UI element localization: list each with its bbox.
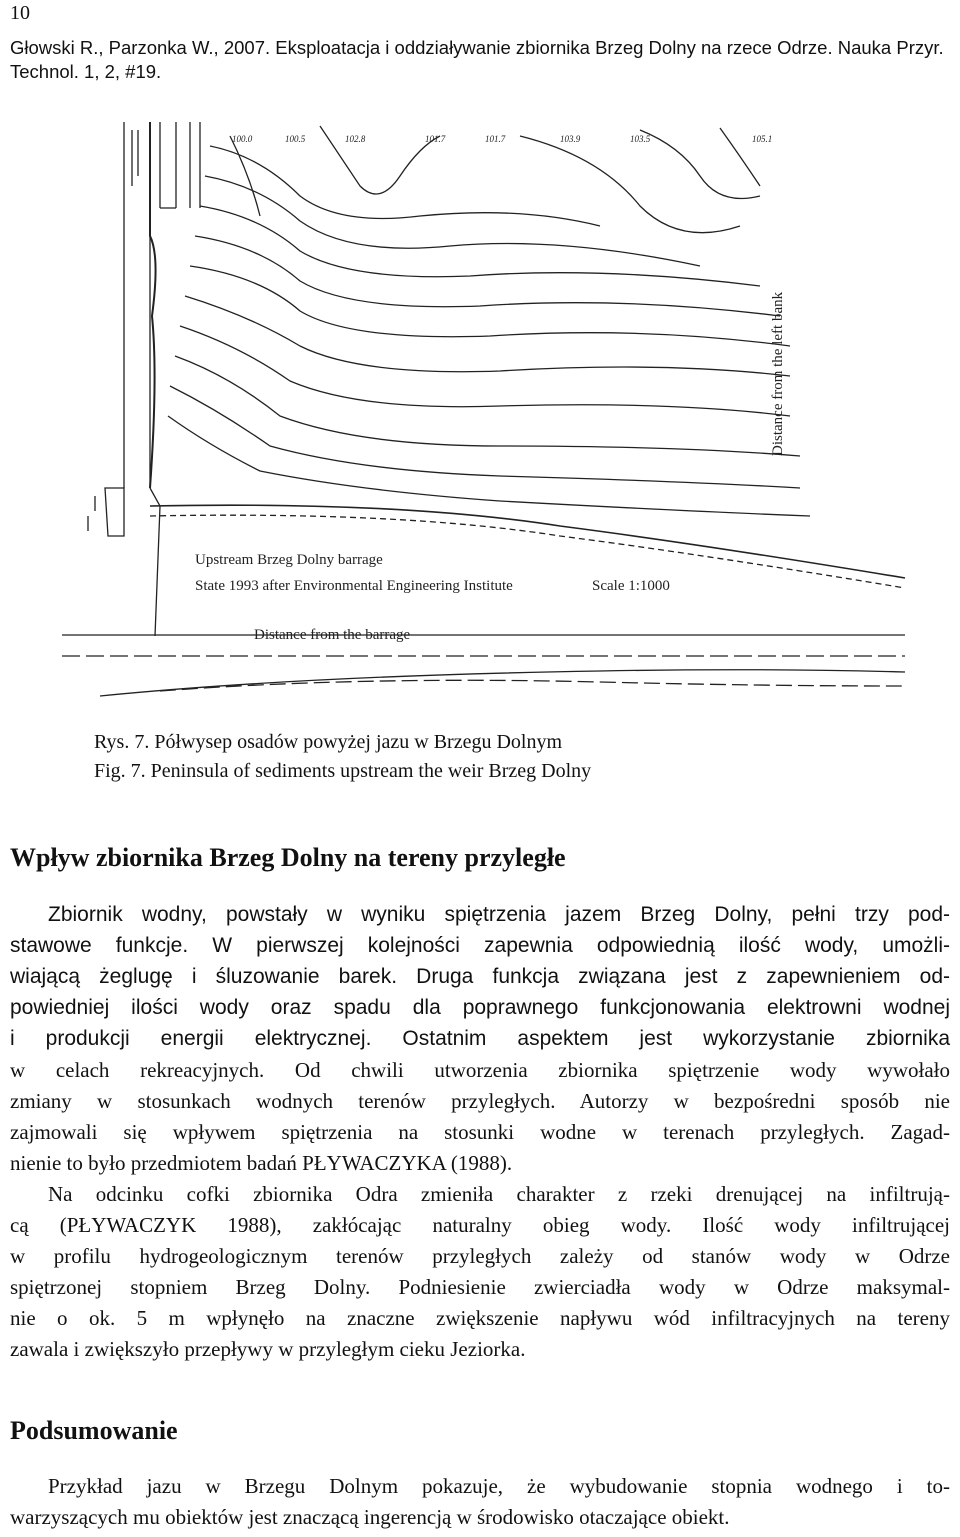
contour-label: 102.8 [345,134,366,144]
contour-label: 103.5 [630,134,651,144]
figure-yaxis-label: Distance from the left bank [770,291,786,456]
sediment-contour-figure [0,116,960,716]
paragraph-line: nie o ok. 5 m wpłynęło na znaczne zwiększenie napływu wód infiltracyjnych na tereny [10,1306,950,1330]
paragraph-line: spiętrzonej stopniem Brzeg Dolny. Podniesienie zwierciadła wody w Odrze maksymal- [10,1275,950,1299]
figure-caption-en: Fig. 7. Peninsula of sediments upstream the weir Brzeg Dolny [94,760,592,782]
figure-title-line2: State 1993 after Environmental Engineering Institute [195,578,513,594]
paragraph-line: Zbiornik wodny, powstały w wyniku spiętrzenia jazem Brzeg Dolny, pełni trzy pod- [48,903,950,926]
citation: Głowski R., Parzonka W., 2007. Eksploatacja i oddziaływanie zbiornika Brzeg Dolny na rzece Odrze. Nauka Przyr. Technol. 1, 2, #19. [10,37,944,82]
paragraph-line: i produkcji energii elektrycznej. Ostatnim aspektem jest wykorzystanie zbiornika [10,1027,950,1050]
paragraph-line: w celach rekreacyjnych. Od chwili utworzenia zbiornika spiętrzenie wody wywołało [10,1058,950,1082]
section-heading: Wpływ zbiornika Brzeg Dolny na tereny przyległe [10,843,566,872]
paragraph-line: wiającą żeglugę i śluzowanie barek. Druga funkcja związana jest z zapewnieniem od- [10,965,950,988]
contour-label: 101.7 [425,134,446,144]
paragraph-line: zmiany w stosunkach wodnych terenów przyległych. Autorzy w bezpośredni sposób nie [10,1089,950,1113]
figure-caption-pl: Rys. 7. Półwysep osadów powyżej jazu w Brzegu Dolnym [94,731,563,753]
paragraph-line: zajmowali się wpływem spiętrzenia na stosunki wodne w terenach przyległych. Zagad- [10,1120,950,1144]
paragraph-line: cą (PŁYWACZYK 1988), zakłócając naturalny obieg wody. Ilość wody infiltrującej [10,1213,950,1237]
summary-heading: Podsumowanie [10,1416,178,1445]
contour-label: 100.5 [285,134,306,144]
figure-scale: Scale 1:1000 [592,578,670,594]
paragraph-line: Przykład jazu w Brzegu Dolnym pokazuje, że wybudowanie stopnia wodnego i to- [48,1474,950,1498]
contour-label: 105.1 [752,134,773,144]
paragraph-line: nienie to było przedmiotem badań PŁYWACZYKA (1988). [10,1151,513,1175]
paragraph-line: Na odcinku cofki zbiornika Odra zmieniła charakter z rzeki drenującej na infiltrują- [48,1182,950,1206]
paragraph-line: stawowe funkcje. W pierwszej kolejności zapewnia odpowiednią ilość wody, umożli- [10,934,950,957]
contour-label: 101.7 [485,134,506,144]
contour-label: 103.9 [560,134,581,144]
figure-xaxis-label: Distance from the barrage [254,627,411,643]
paragraph-line: powiedniej ilości wody oraz spadu dla poprawnego funkcjonowania elektrowni wodnej [10,996,950,1019]
page-number: 10 [10,2,30,24]
contour-label: 100.0 [232,134,253,144]
paragraph-line: w profilu hydrogeologicznym terenów przyległych zależy od stanów wody w Odrze [10,1244,950,1268]
paragraph-line: warzyszących mu obiektów jest znaczącą ingerencją w środowisko otaczające obiekt. [10,1505,730,1529]
paragraph-line: zawala i zwiększyło przepływy w przyległym cieku Jeziorka. [10,1337,526,1361]
figure-title-line1: Upstream Brzeg Dolny barrage [195,552,383,568]
